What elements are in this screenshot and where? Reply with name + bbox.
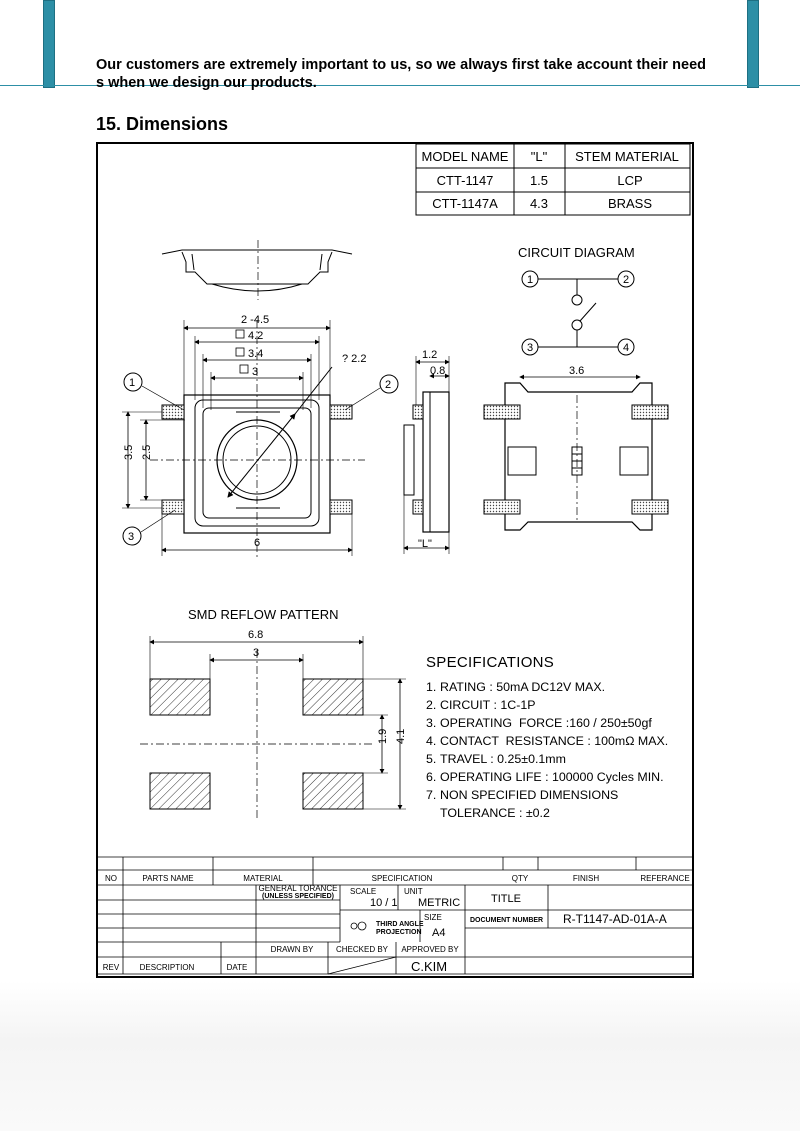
tb-third-angle-1: THIRD ANGLE	[376, 921, 424, 928]
reflow-dim-1-9: 1.9	[377, 728, 389, 744]
spec-item	[426, 768, 668, 786]
page-shadow	[0, 981, 800, 1131]
spec-item	[426, 696, 668, 714]
circuit-diagram	[522, 271, 634, 355]
dim-6: 6	[254, 537, 261, 549]
intro-paragraph: Our customers are extremely important to us, so we always first take account their needs when we design our products.	[96, 57, 706, 91]
tb-header-qty: QTY	[511, 874, 529, 883]
tb-general-tolerance: GENERAL TORANCE	[258, 884, 338, 893]
circuit-pin-3: 3	[526, 342, 534, 354]
spec-item-number: 4.	[426, 734, 437, 748]
pin-label-3: 3	[128, 531, 135, 543]
side-view	[404, 356, 449, 554]
spec-item	[426, 750, 668, 768]
reflow-dim-3: 3	[253, 647, 260, 659]
spec-item-number: 7.	[426, 788, 437, 802]
model-row-2-l: 4.3	[529, 196, 549, 211]
side-dim-0-8: 0.8	[430, 365, 446, 377]
dim-diameter-2-2: ? 2.2	[342, 353, 367, 365]
dim-3-4: 3.4	[248, 348, 264, 360]
model-table-header-model: MODEL NAME	[421, 149, 509, 164]
back-view	[484, 377, 668, 530]
model-table-header-l: "L"	[530, 149, 548, 164]
dim-3-5: 3.5	[123, 444, 135, 460]
dim-3: 3	[252, 366, 259, 378]
tb-header-finish: FINISH	[572, 874, 600, 883]
specifications-block	[426, 654, 668, 822]
tb-title-label: TITLE	[491, 893, 521, 905]
top-profile-view	[162, 240, 352, 300]
circuit-pin-1: 1	[526, 274, 534, 286]
spec-item-number: 6.	[426, 770, 437, 784]
tb-approver: C.KIM	[411, 959, 448, 974]
tb-header-material: MATERIAL	[243, 874, 283, 883]
model-row-2-stem: BRASS	[607, 196, 653, 211]
spec-item-text: CIRCUIT : 1C-1P	[440, 698, 536, 712]
spec-item-number: 5.	[426, 752, 437, 766]
tb-third-angle-2: PROJECTION	[376, 929, 422, 936]
tb-doc-number-value: R-T1147-AD-01A-A	[563, 912, 667, 926]
model-row-1-name: CTT-1147	[436, 173, 494, 188]
spec-item	[426, 678, 668, 696]
tb-header-parts-name: PARTS NAME	[142, 874, 194, 883]
pin-label-1: 1	[129, 377, 136, 389]
side-dim-1-2: 1.2	[422, 349, 438, 361]
tb-unless-specified: (UNLESS SPECIFIED)	[262, 893, 334, 900]
spec-item	[426, 804, 668, 822]
spec-item-number: 2.	[426, 698, 437, 712]
tb-header-no: NO	[105, 874, 117, 883]
spec-item-text: OPERATING LIFE : 100000 Cycles MIN.	[440, 770, 664, 784]
spec-item-text: RATING : 50mA DC12V MAX.	[440, 680, 606, 694]
spec-item-text: OPERATING FORCE :160 / 250±50gf	[440, 716, 652, 730]
spec-item-text: NON SPECIFIED DIMENSIONS	[440, 788, 619, 802]
spec-item	[426, 714, 668, 732]
tb-date: DATE	[226, 963, 248, 972]
tb-header-specification: SPECIFICATION	[371, 874, 433, 883]
reflow-pattern-title: SMD REFLOW PATTERN	[188, 607, 339, 622]
spec-item-text: CONTACT RESISTANCE : 100mΩ MAX.	[440, 734, 669, 748]
spec-item-number: 1.	[426, 680, 437, 694]
tb-header-referance: REFERANCE	[640, 874, 690, 883]
specifications-list	[426, 678, 668, 822]
circuit-pin-2: 2	[622, 274, 630, 286]
circuit-pin-4: 4	[622, 342, 630, 354]
section-title: 15. Dimensions	[96, 114, 229, 134]
reflow-pattern	[140, 636, 406, 820]
model-row-2-name: CTT-1147A	[432, 196, 498, 211]
spec-item-number: 3.	[426, 716, 437, 730]
tb-size-label: SIZE	[424, 913, 442, 922]
tb-scale-label: SCALE	[350, 887, 377, 896]
tb-checked-by: CHECKED BY	[335, 945, 389, 954]
spec-item-text: TOLERANCE : ±0.2	[440, 806, 550, 820]
dim-2-4-5: 2 -4.5	[241, 314, 270, 326]
specifications-title: SPECIFICATIONS	[426, 654, 555, 671]
tb-approved-by: APPROVED BY	[401, 945, 459, 954]
tb-unit-value: METRIC	[418, 897, 461, 909]
tb-doc-number-label: DOCUMENT NUMBER	[470, 917, 544, 924]
dim-2-5: 2.5	[141, 444, 153, 460]
model-table-header-stem: STEM MATERIAL	[575, 149, 679, 164]
dim-4-2: 4.2	[248, 330, 264, 342]
reflow-dim-6-8: 6.8	[248, 629, 264, 641]
tb-description: DESCRIPTION	[139, 963, 195, 972]
tb-drawn-by: DRAWN BY	[270, 945, 314, 954]
spec-item	[426, 786, 668, 804]
tb-rev: REV	[102, 963, 120, 972]
spec-item-number	[426, 804, 440, 822]
reflow-dim-4-1: 4.1	[395, 728, 407, 744]
tb-size-value: A4	[432, 927, 446, 939]
tb-scale-value: 10 / 1	[370, 897, 398, 909]
circuit-diagram-title: CIRCUIT DIAGRAM	[518, 245, 635, 260]
model-row-1-stem: LCP	[617, 173, 643, 188]
model-row-1-l: 1.5	[529, 173, 549, 188]
spec-item-text: TRAVEL : 0.25±0.1mm	[440, 752, 566, 766]
pin-label-2: 2	[385, 379, 392, 391]
tb-unit-label: UNIT	[404, 887, 423, 896]
spec-item	[426, 732, 668, 750]
back-dim-3-6: 3.6	[569, 365, 585, 377]
side-dim-l: "L"	[418, 538, 432, 550]
